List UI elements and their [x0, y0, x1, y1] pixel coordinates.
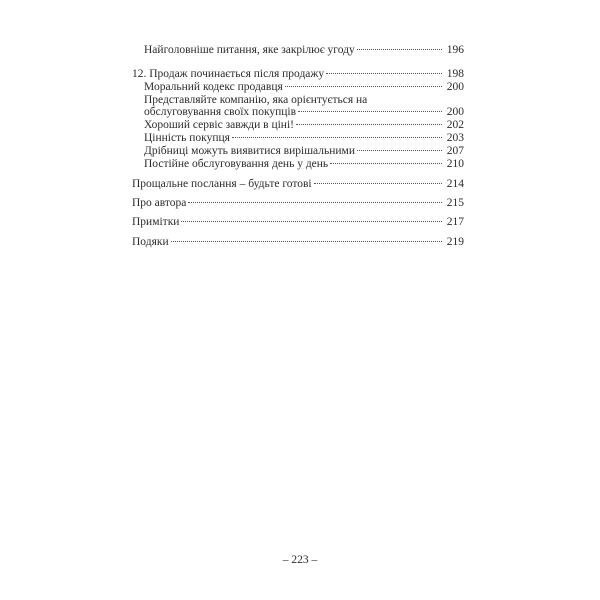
toc-entry-title: Подяки	[132, 236, 169, 248]
toc-section	[132, 216, 464, 229]
dot-leader	[181, 221, 442, 222]
toc-entry	[144, 44, 464, 57]
toc-entry-page: 200	[446, 81, 464, 93]
toc-entry	[144, 119, 464, 132]
toc-entry-page: 198	[446, 68, 464, 80]
toc-section	[132, 197, 464, 210]
dot-leader	[330, 163, 442, 164]
toc-entry-title: Про автора	[132, 197, 187, 209]
dot-leader	[285, 86, 442, 87]
toc-section	[132, 236, 464, 249]
toc-entry-page: 219	[446, 236, 464, 248]
toc-entry	[144, 145, 464, 158]
toc-entry-title: Моральний кодекс продавця	[144, 81, 283, 93]
toc-entry-title: Найголовніше питання, яке закрілює угоду	[144, 44, 355, 56]
toc-chapter	[132, 68, 464, 81]
toc-entry-title: Постійне обслуговування день у день	[144, 158, 329, 170]
dot-leader	[171, 241, 442, 242]
dot-leader	[357, 49, 442, 50]
toc-entry-page: 215	[446, 197, 464, 209]
dot-leader	[314, 183, 442, 184]
toc-entry-title: Прощальне послання – будьте готові	[132, 178, 312, 190]
dot-leader	[296, 124, 442, 125]
toc-entry-page: 200	[446, 106, 464, 118]
page-number: – 223 –	[282, 554, 318, 566]
toc-section	[132, 178, 464, 191]
toc-entry-title-line1: Представляйте компанію, яка орієнтується на	[144, 94, 368, 106]
dot-leader	[188, 202, 442, 203]
toc-entry-title: обслуговування своїх покупців	[144, 106, 297, 118]
toc-entry	[144, 106, 464, 119]
dot-leader	[357, 150, 442, 151]
toc-entry	[144, 132, 464, 145]
toc-entry	[144, 158, 464, 171]
toc-entry-title: Примітки	[132, 216, 180, 228]
dot-leader	[298, 111, 442, 112]
toc-entry-title: Цінність покупця	[144, 132, 230, 144]
toc-entry-title: 12. Продаж починається після продажу	[132, 68, 325, 80]
toc-entry-page: 202	[446, 119, 464, 131]
toc-entry	[144, 81, 464, 94]
toc-entry-title: Дрібниці можуть виявитися вирішальними	[144, 145, 355, 157]
toc-entry-page: 217	[446, 216, 464, 228]
toc-entry-page: 210	[446, 158, 464, 170]
toc-entry-title: Хороший сервіс завжди в ціні!	[144, 119, 294, 131]
dot-leader	[232, 137, 442, 138]
toc-entry-page: 196	[446, 44, 464, 56]
dot-leader	[326, 73, 442, 74]
toc-entry-page: 203	[446, 132, 464, 144]
toc-entry-page: 207	[446, 145, 464, 157]
toc-entry-page: 214	[446, 178, 464, 190]
